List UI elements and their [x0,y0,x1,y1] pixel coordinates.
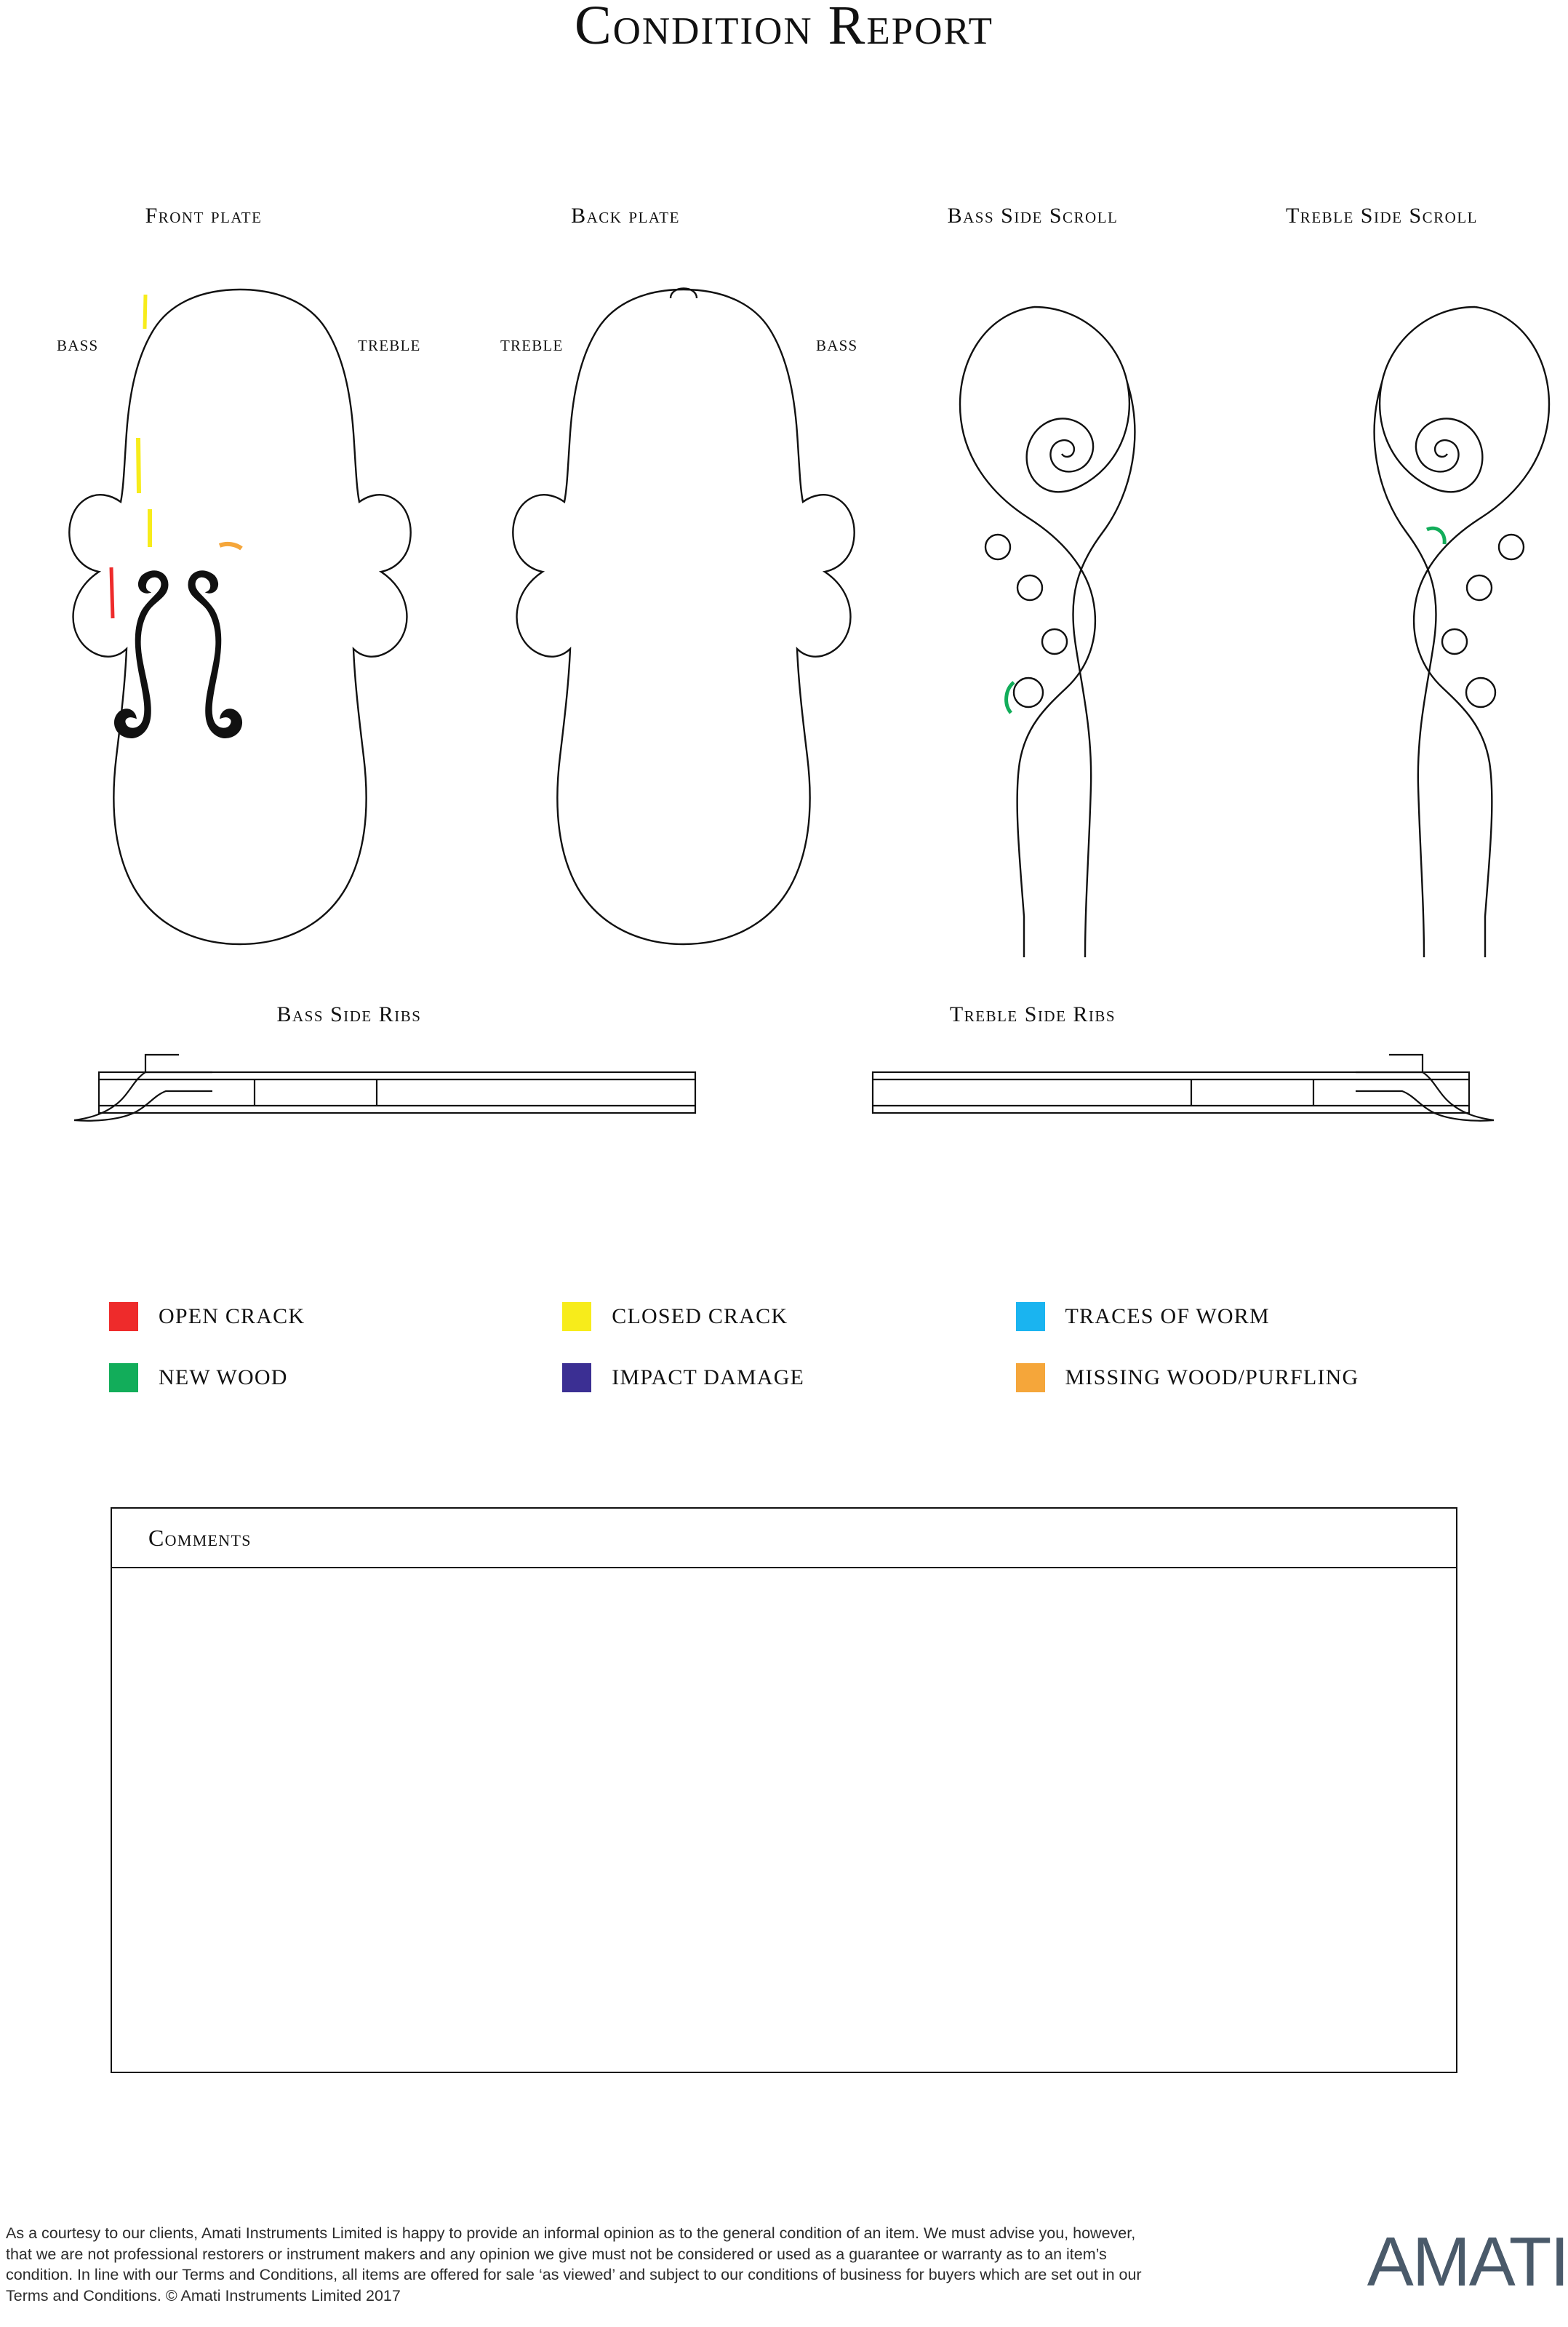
front-plate-treble-tag: TREBLE [358,337,421,354]
legend-label-impact-damage: IMPACT DAMAGE [612,1365,805,1389]
front-plate-marking-missing-wood [220,544,241,548]
back-plate-bass-tag: BASS [816,337,858,354]
comments-input[interactable] [112,1568,1456,2072]
legend-label-new-wood: NEW WOOD [159,1365,288,1389]
legend-row [109,1302,1469,1331]
comments-title: Comments [148,1524,252,1551]
treble-side-scroll-caption: Treble Side Scroll [1285,204,1478,228]
front-plate-bass-tag: BASS [57,337,99,354]
legend-label-open-crack: OPEN CRACK [159,1304,305,1328]
treble-side-ribs-caption: Treble Side Ribs [949,1002,1116,1026]
treble-side-ribs-diagram [797,1031,1495,1133]
comments-header [112,1509,1456,1568]
footer-disclaimer: As a courtesy to our clients, Amati Instruments Limited is happy to provide an informal opinion as to the general condition of an item. We must advise you, however, that we are not professional restorers or instrument makers and any opinion we give must not be considered or used as a guarantee or warranty as to an item’s condition. In line with our Terms and Conditions, all items are offered for sale ‘as viewed’ and subject to our conditions of business for buyers which are set out in our Terms and Conditions. © Amati Instruments Limited 2017 [6,2224,1142,2304]
legend-swatch-closed-crack [562,1302,591,1331]
front-plate-marking-open-crack-lower [111,567,113,618]
legend-label-missing-wood: MISSING WOOD/PURFLING [1065,1365,1359,1389]
legend-label-traces-of-worm: TRACES OF WORM [1065,1304,1270,1328]
front-plate-marking-closed-crack-centre [138,438,139,493]
legend-swatch-missing-wood [1016,1363,1045,1392]
legend-item-impact-damage [562,1363,1015,1392]
legend-swatch-new-wood [109,1363,138,1392]
legend-row [109,1363,1469,1392]
treble-scroll-marking-new-wood [1427,528,1444,544]
treble-side-scroll-diagram [1280,262,1568,960]
page-title: Condition Report [574,0,994,56]
legend-swatch-traces-of-worm [1016,1302,1045,1331]
bass-side-ribs-diagram [73,1031,771,1133]
back-plate-diagram [487,276,880,946]
bass-side-ribs-caption: Bass Side Ribs [276,1002,422,1026]
back-plate-treble-tag: TREBLE [500,337,564,354]
legend [109,1302,1469,1424]
legend-item-traces-of-worm [1016,1302,1469,1331]
legend-item-open-crack [109,1302,562,1331]
legend-swatch-open-crack [109,1302,138,1331]
legend-label-closed-crack: CLOSED CRACK [612,1304,788,1328]
front-plate-diagram [44,276,436,946]
legend-item-closed-crack [562,1302,1015,1331]
legend-swatch-impact-damage [562,1363,591,1392]
comments-box [111,1507,1457,2073]
bass-scroll-marking-new-wood [1007,682,1014,713]
bass-side-scroll-diagram [938,262,1229,960]
amati-logo: AMATI [1367,2223,1568,2301]
legend-item-new-wood [109,1363,562,1392]
legend-item-missing-wood [1016,1363,1469,1392]
bass-side-scroll-caption: Bass Side Scroll [947,204,1119,228]
back-plate-caption: Back plate [571,204,680,228]
front-plate-caption: Front plate [145,204,263,228]
